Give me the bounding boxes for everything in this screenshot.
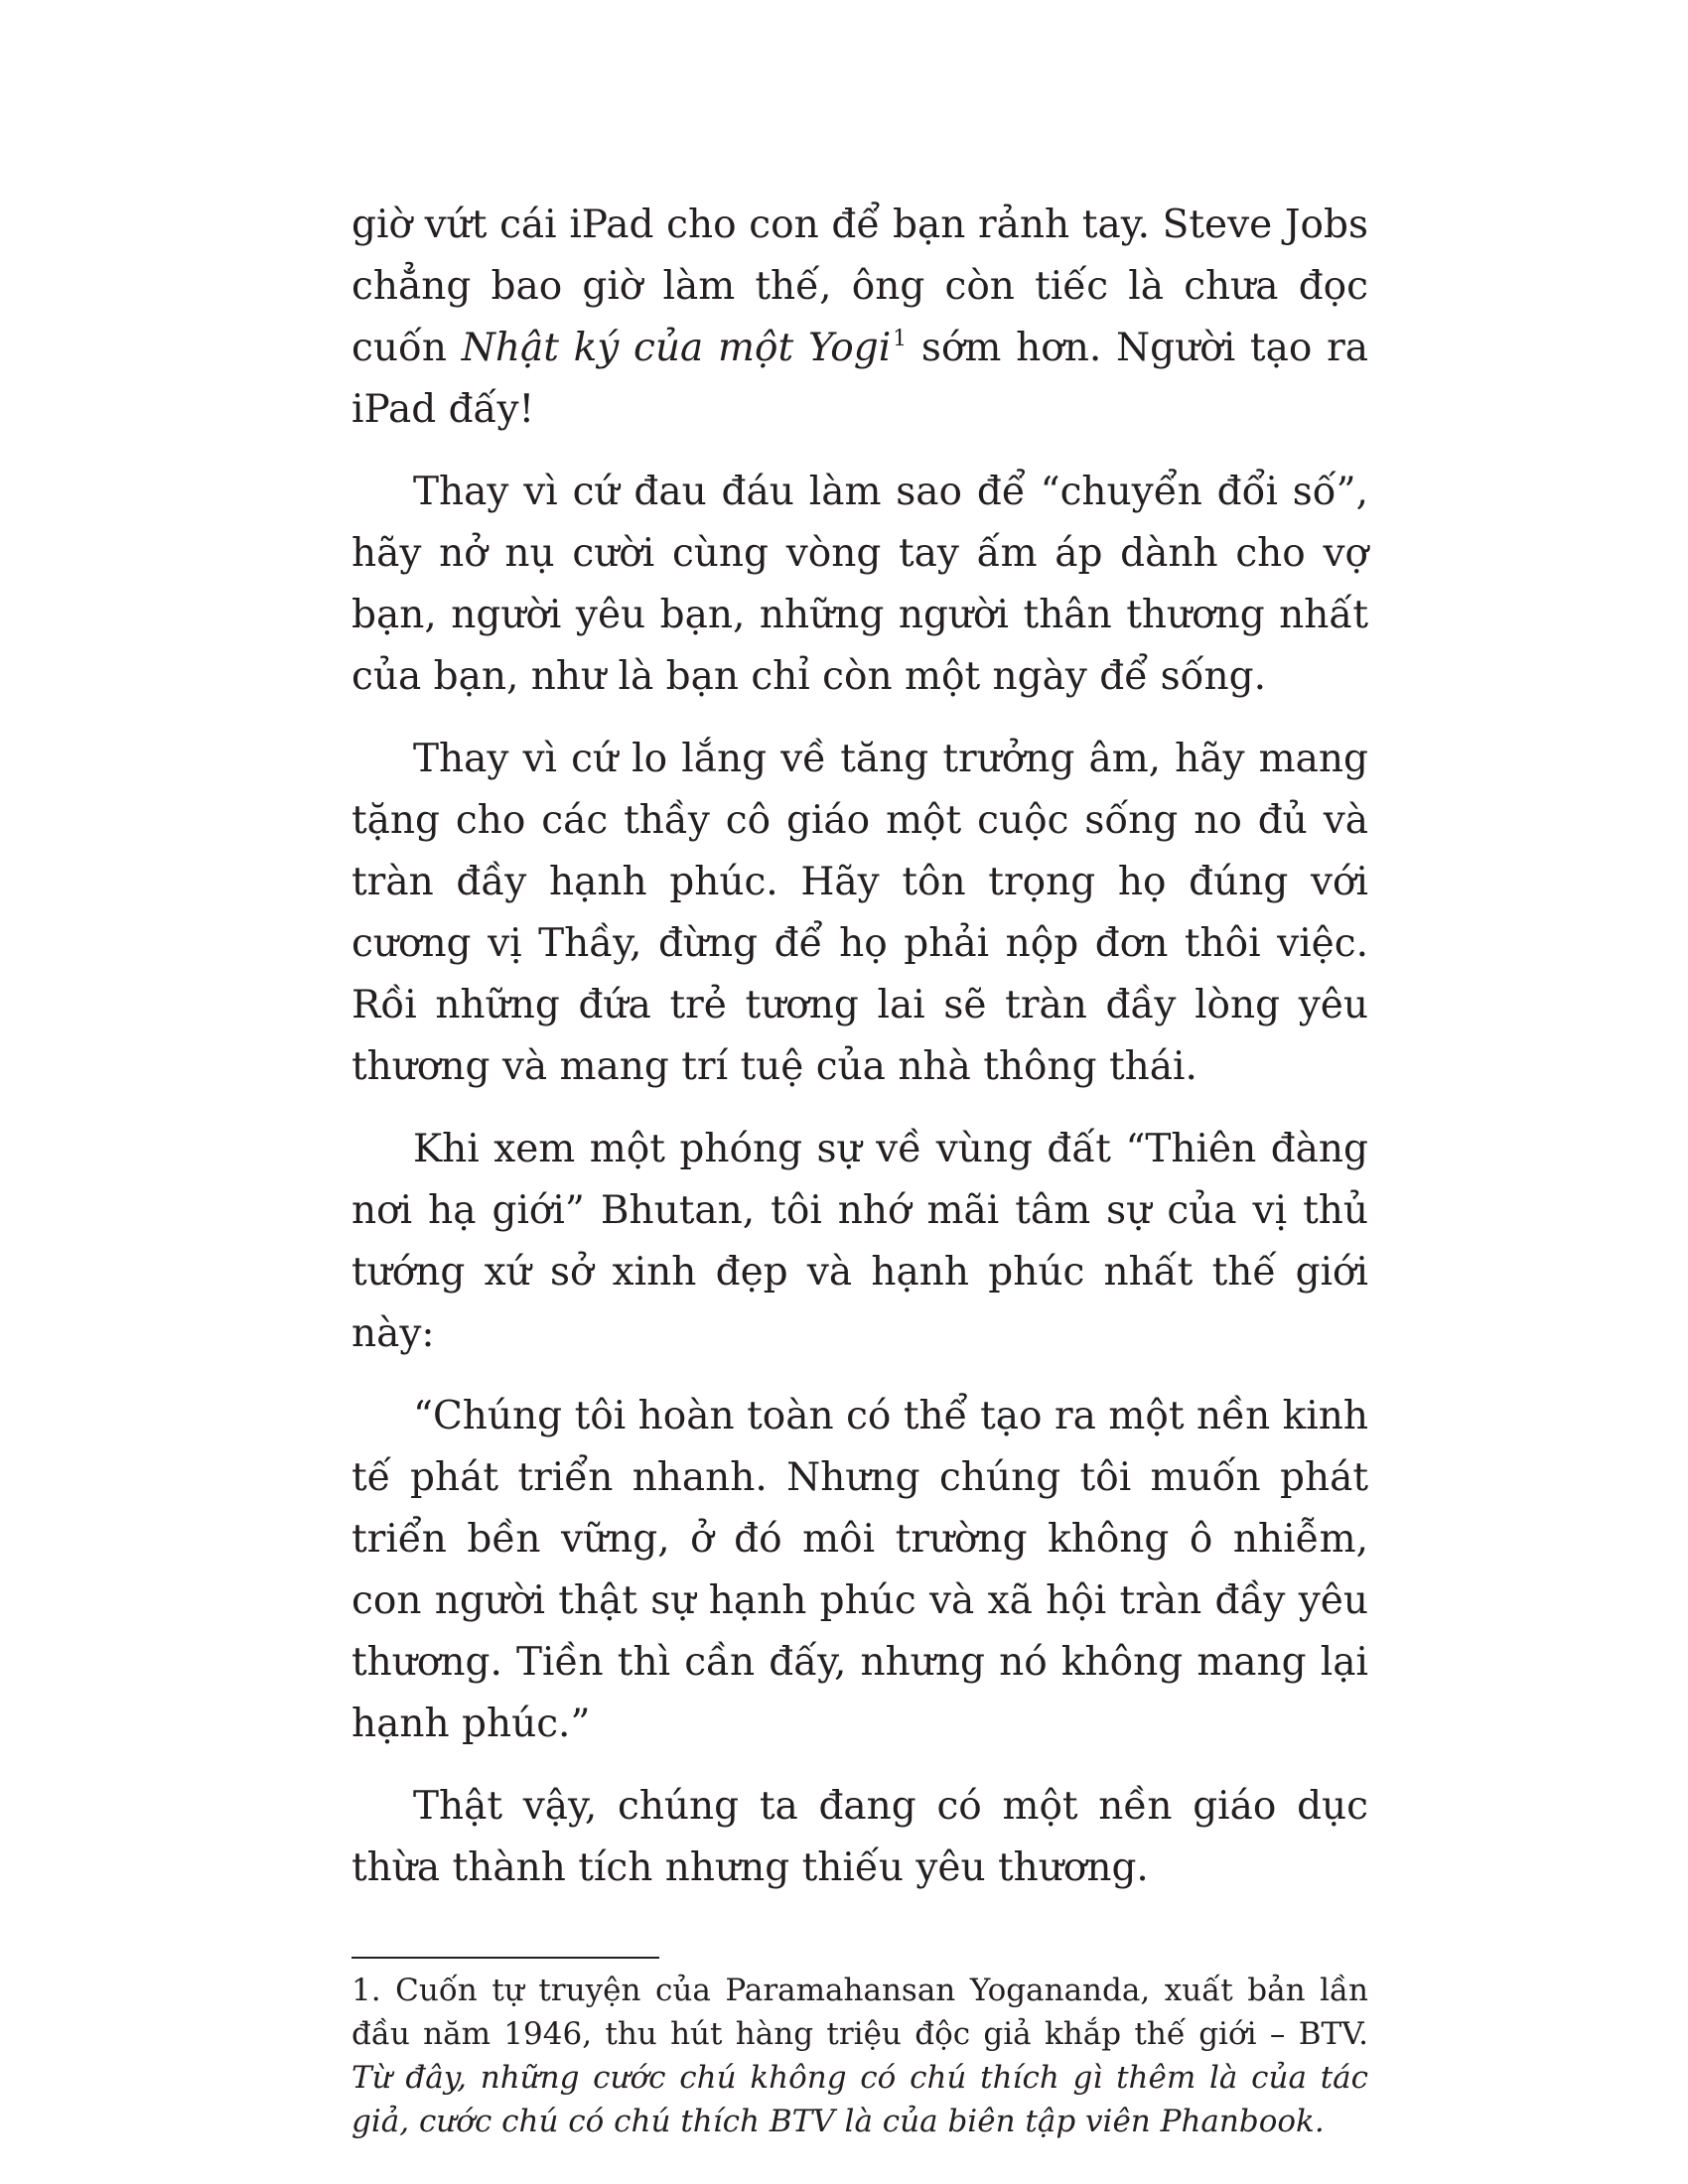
footnote-reference[interactable]: 1	[893, 327, 908, 351]
book-title: Nhật ký của một Yogi	[461, 326, 892, 370]
body-text	[352, 195, 1368, 1899]
paragraph-6: Thật vậy, chúng ta đang có một nền giáo dục thừa thành tích nhưng thiếu yêu thương.	[352, 1784, 1368, 1890]
paragraph-1	[352, 195, 1368, 441]
paragraph-3: Thay vì cứ lo lắng về tăng trưởng âm, hãy mang tặng cho các thầy cô giáo một cuộc sống no đủ và tràn đầy hạnh phúc. Hãy tôn trọng họ đúng với cương vị Thầy, đừng để họ phải nộp đơn thôi việc. Rồi những đứa trẻ tương lai sẽ tràn đầy lòng yêu thương và mang trí tuệ của nhà thông thái.	[352, 737, 1368, 1089]
book-page	[352, 195, 1368, 2143]
paragraph-4: Khi xem một phóng sự về vùng đất “Thiên đàng nơi hạ giới” Bhutan, tôi nhớ mãi tâm sự của vị thủ tướng xứ sở xinh đẹp và hạnh phúc nhất thế giới này:	[352, 1127, 1368, 1356]
footnote-divider	[352, 1957, 659, 1959]
paragraph-1-text-a: giờ vứt cái iPad cho con để bạn rảnh tay. Steve Jobs chẳng bao giờ làm thế, ông còn tiếc là chưa đọc cuốn	[352, 203, 1368, 370]
footnote	[352, 1969, 1368, 2143]
paragraph-2: Thay vì cứ đau đáu làm sao để “chuyển đổi số”, hãy nở nụ cười cùng vòng tay ấm áp dành cho vợ bạn, người yêu bạn, những người thân thương nhất của bạn, như là bạn chỉ còn một ngày để sống.	[352, 470, 1368, 699]
footnote-italic-text: Từ đây, những cước chú không có chú thích gì thêm là của tác giả, cước chú có chú thích BTV là của biên tập viên Phanbook.	[352, 2060, 1368, 2139]
paragraph-1-text-b: sớm hơn. Người tạo ra iPad đấy!	[352, 326, 1368, 432]
footnote-text: 1. Cuốn tự truyện của Paramahansan Yogananda, xuất bản lần đầu năm 1946, thu hút hàng triệu độc giả khắp thế giới – BTV.	[352, 1973, 1368, 2052]
paragraph-5-quote: “Chúng tôi hoàn toàn có thể tạo ra một nền kinh tế phát triển nhanh. Nhưng chúng tôi muốn phát triển bền vững, ở đó môi trường không ô nhiễm, con người thật sự hạnh phúc và xã hội tràn đầy yêu thương. Tiền thì cần đấy, nhưng nó không mang lại hạnh phúc.”	[352, 1394, 1368, 1746]
